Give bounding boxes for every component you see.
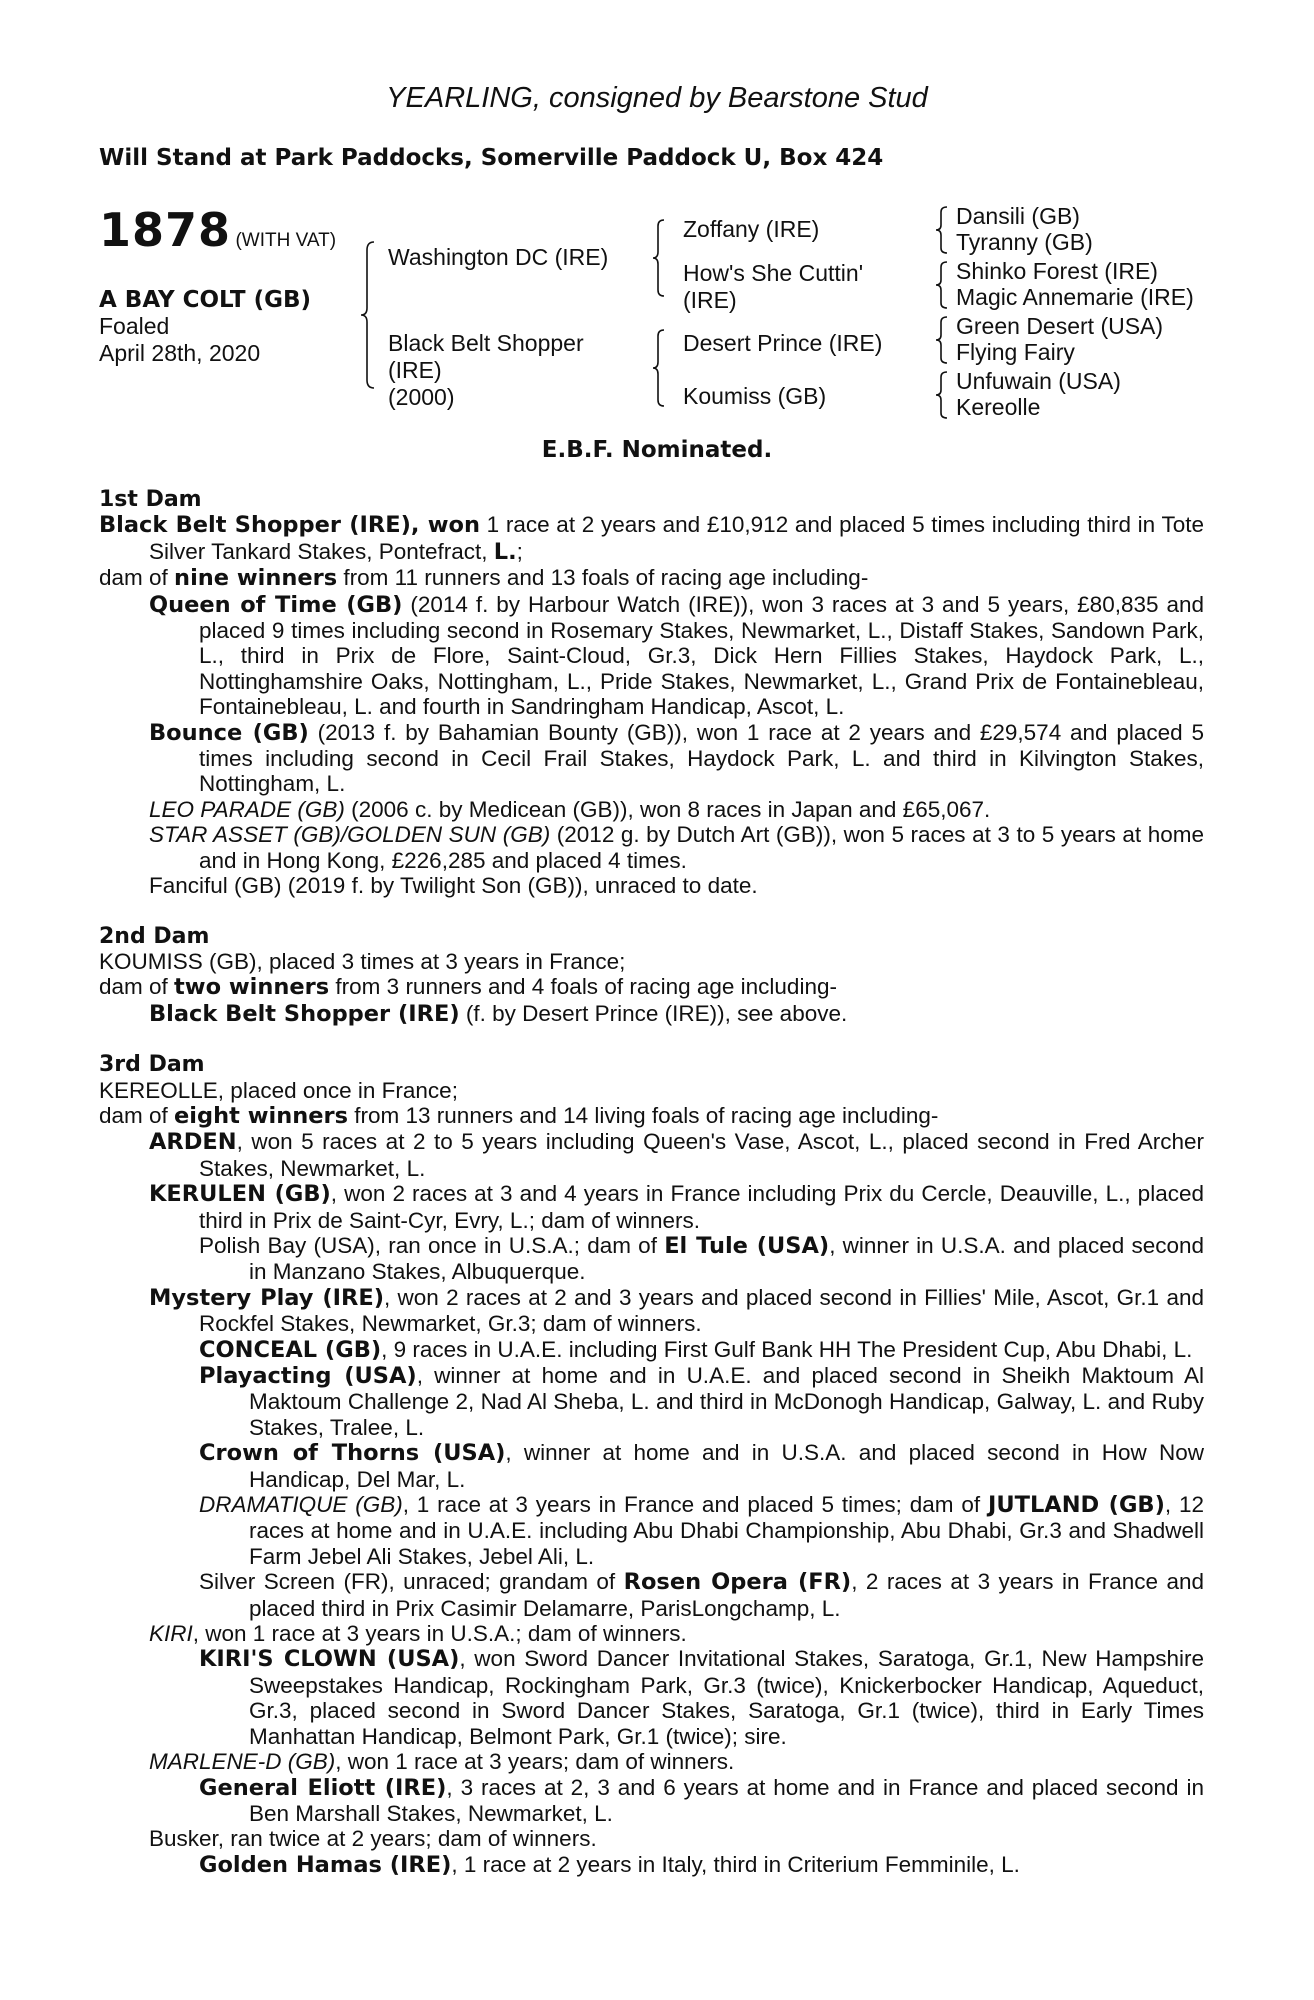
- pedigree-brace-sd: [935, 260, 949, 310]
- produce-fanciful: Fanciful (GB) (2019 f. by Twilight Son (GB)), unraced to date.: [149, 873, 758, 899]
- produce-jutland-name: JUTLAND (GB): [987, 1492, 1165, 1519]
- produce-queen-of-time-name: Queen of Time (GB): [149, 591, 403, 618]
- produce-marlene-d: MARLENE-D (GB), won 1 race at 3 years; dam of winners.: [149, 1749, 735, 1775]
- lot-number-block: [99, 203, 336, 257]
- pedigree-dam-dam: Koumiss (GB): [683, 383, 827, 409]
- produce-bounce-text: (2013 f. by Bahamian Bounty (GB)), won 1 race at 2 years and £29,574 and placed 5 times including second in Cecil Frail Stakes, Haydock Park, L. and third in Kilvington Stakes, Nottingham, L.: [199, 719, 1204, 797]
- produce-general-eliott-name: General Eliott (IRE): [199, 1774, 447, 1801]
- pedigree-dds: Unfuwain (USA): [956, 368, 1121, 394]
- foaled-label: Foaled: [99, 313, 170, 339]
- produce-star-asset-name: STAR ASSET (GB)/GOLDEN SUN (GB): [149, 822, 551, 848]
- produce-crown-of-thorns: Crown of Thorns (USA), winner at home and in U.S.A. and placed second in How Now Handicap, Del Mar, L.: [199, 1440, 1204, 1492]
- pedigree-sdd: Magic Annemarie (IRE): [956, 284, 1194, 310]
- produce-queen-of-time: [99, 592, 1204, 720]
- first-dam-won: won: [427, 512, 480, 539]
- pedigree-dam-line3: (2000): [388, 384, 455, 410]
- produce-kiris-clown: KIRI'S CLOWN (USA), won Sword Dancer Invitational Stakes, Saratoga, Gr.1, New Hampshire Sweepstakes Handicap, Rockingham Park, Gr.3 (twice), Knickerbocker Handicap, Aqueduct, Gr.3, placed second in Sword Dancer Stakes, Saratoga, Gr.1 (twice), third in Early Times Manhattan Handicap, Belmont Park, Gr.1 (twice); sire.: [199, 1646, 1204, 1749]
- produce-kerulen-name: KERULEN (GB): [149, 1181, 331, 1208]
- produce-queen-of-time-text: (2014 f. by Harbour Watch (IRE)), won 3 races at 3 and 5 years, £80,835 and placed 9 times including second in Rosemary Stakes, Newmarket, L., Distaff Stakes, Sandown Park, L., third in Prix de Flore, Saint-Cloud, Gr.3, Dick Hern Fillies Stakes, Haydock Park, L., Nottinghamshire Oaks, Nottingham, L., Pride Stakes, Newmarket, L., Grand Prix de Fontainebleau, Fontainebleau, L. and fourth in Sandringham Handicap, Ascot, L.: [199, 591, 1204, 720]
- produce-silver-screen: Silver Screen (FR), unraced; grandam of Rosen Opera (FR), 2 races at 3 years in France and placed third in Prix Casimir Delamarre, ParisLongchamp, L.: [199, 1569, 1204, 1621]
- first-dam-listed: L.: [493, 538, 517, 565]
- second-dam-produce-summary: dam of two winners from 3 runners and 4 foals of racing age including-: [99, 974, 837, 1001]
- produce-playacting-name: Playacting (USA): [199, 1363, 417, 1389]
- lot-vat: (WITH VAT): [235, 230, 337, 251]
- produce-conceal-name: CONCEAL (GB): [199, 1336, 382, 1363]
- produce-bounce-name: Bounce (GB): [149, 719, 309, 746]
- produce-leo-parade-name: LEO PARADE (GB): [149, 796, 345, 822]
- pedigree-dss: Green Desert (USA): [956, 313, 1164, 339]
- produce-golden-hamas: Golden Hamas (IRE), 1 race at 2 years in Italy, third in Criterium Femminile, L.: [199, 1851, 1020, 1878]
- produce-bounce: [99, 720, 1204, 797]
- second-dam-winners-count: two winners: [174, 974, 330, 1001]
- produce-kiri-name: KIRI: [149, 1621, 193, 1647]
- pedigree-dam-line2: (IRE): [388, 357, 442, 383]
- produce-crown-of-thorns-name: Crown of Thorns (USA): [199, 1440, 506, 1467]
- produce-black-belt-shopper-name: Black Belt Shopper (IRE): [149, 1000, 460, 1027]
- third-dam-record: KEREOLLE, placed once in France;: [99, 1077, 458, 1103]
- produce-star-asset-text: (2012 g. by Dutch Art (GB)), won 5 races at 3 to 5 years at home and in Hong Kong, £226,285 and placed 4 times.: [199, 822, 1204, 873]
- produce-leo-parade-text: (2006 c. by Medicean (GB)), won 8 races in Japan and £65,067.: [344, 796, 991, 822]
- third-dam-produce-summary: dam of eight winners from 13 runners and 14 living foals of racing age including-: [99, 1102, 939, 1129]
- pedigree-brace-main: [360, 240, 376, 390]
- pedigree-brace-dd: [935, 370, 949, 420]
- produce-dramatique-name: DRAMATIQUE (GB): [199, 1492, 403, 1518]
- second-dam-heading: 2nd Dam: [99, 923, 210, 949]
- produce-playacting: Playacting (USA), winner at home and in U.A.E. and placed second in Sheikh Maktoum Al Maktoum Challenge 2, Nad Al Sheba, L. and third in McDonogh Handicap, Galway, L. and Ruby Stakes, Tralee, L.: [199, 1363, 1204, 1440]
- first-dam-winners-count: nine winners: [174, 565, 338, 592]
- produce-dramatique: DRAMATIQUE (GB), 1 race at 3 years in France and placed 5 times; dam of JUTLAND (GB), 12 races at home and in U.A.E. including Abu Dhabi Championship, Abu Dhabi, Gr.3 and Shadwell Farm Jebel Ali Stakes, Jebel Ali, L.: [199, 1492, 1204, 1569]
- pedigree-sire-dam-line1: How's She Cuttin': [683, 260, 864, 286]
- first-dam-produce-summary: dam of nine winners from 11 runners and 13 foals of racing age including-: [99, 565, 869, 592]
- pedigree-sire-dam-line2: (IRE): [683, 287, 737, 313]
- produce-polish-bay: Polish Bay (USA), ran once in U.S.A.; dam of El Tule (USA), winner in U.S.A. and placed second in Manzano Stakes, Albuquerque.: [199, 1232, 1204, 1285]
- produce-golden-hamas-name: Golden Hamas (IRE): [199, 1851, 452, 1878]
- pedigree-sds: Shinko Forest (IRE): [956, 258, 1158, 284]
- third-dam-heading: 3rd Dam: [99, 1052, 205, 1078]
- stand-location: Will Stand at Park Paddocks, Somerville Paddock U, Box 424: [99, 145, 884, 171]
- pedigree-dam-line1: Black Belt Shopper: [388, 330, 584, 356]
- pedigree-ssd: Tyranny (GB): [956, 229, 1093, 255]
- produce-black-belt-shopper: Black Belt Shopper (IRE) (f. by Desert Prince (IRE)), see above.: [149, 1000, 848, 1027]
- foaled-date: April 28th, 2020: [99, 340, 261, 366]
- produce-arden-name: ARDEN: [149, 1129, 237, 1156]
- produce-kerulen: KERULEN (GB), won 2 races at 3 and 4 years in France including Prix du Cercle, Deauville, L., placed third in Prix de Saint-Cyr, Evry, L.; dam of winners.: [149, 1181, 1204, 1233]
- first-dam-record: Black Belt Shopper (IRE), won 1 race at 2 years and £10,912 and placed 5 times including third in Tote Silver Tankard Stakes, Pontefract, L.;: [99, 512, 1204, 565]
- pedigree-dsd: Flying Fairy: [956, 339, 1075, 365]
- produce-leo-parade: [99, 797, 1204, 822]
- foaled-info: [99, 313, 260, 367]
- pedigree-sire: Washington DC (IRE): [388, 244, 609, 270]
- first-dam-name: Black Belt Shopper (IRE): [99, 512, 411, 539]
- produce-busker: Busker, ran twice at 2 years; dam of winners.: [149, 1826, 597, 1852]
- pedigree-brace-sire: [652, 218, 666, 298]
- pedigree-ddd: Kereolle: [956, 394, 1041, 420]
- second-dam-record: KOUMISS (GB), placed 3 times at 3 years in France;: [99, 948, 626, 974]
- pedigree-brace-ds: [935, 315, 949, 365]
- pedigree-dam: [388, 330, 584, 411]
- produce-conceal: CONCEAL (GB), 9 races in U.A.E. including First Gulf Bank HH The President Cup, Abu Dhabi, L.: [199, 1336, 1193, 1363]
- produce-marlene-d-name: MARLENE-D (GB): [149, 1749, 336, 1775]
- produce-arden: ARDEN, won 5 races at 2 to 5 years including Queen's Vase, Ascot, L., placed second in Fred Archer Stakes, Newmarket, L.: [149, 1129, 1204, 1181]
- produce-rosen-opera-name: Rosen Opera (FR): [623, 1569, 852, 1596]
- pedigree-sss: Dansili (GB): [956, 203, 1080, 229]
- produce-mystery-play-name: Mystery Play (IRE): [149, 1284, 384, 1311]
- lot-number: 1878: [99, 203, 232, 257]
- produce-kiri: KIRI, won 1 race at 3 years in U.S.A.; dam of winners.: [149, 1621, 687, 1647]
- catalogue-body: [99, 487, 1204, 1878]
- produce-kiris-clown-name: KIRI'S CLOWN (USA): [199, 1646, 460, 1673]
- first-dam-record-text: 1 race at 2 years and £10,912 and placed 5 times including third in Tote Silver Tankard Stakes, Pontefract,: [149, 512, 1204, 564]
- pedigree-brace-dam: [652, 328, 666, 408]
- pedigree-sire-dam: [683, 260, 863, 314]
- first-dam-heading: 1st Dam: [99, 487, 202, 512]
- produce-mystery-play: Mystery Play (IRE), won 2 races at 2 and 3 years and placed second in Fillies' Mile, Ascot, Gr.1 and Rockfel Stakes, Newmarket, Gr.3; dam of winners.: [149, 1284, 1204, 1337]
- pedigree-dam-sire: Desert Prince (IRE): [683, 330, 883, 356]
- pedigree-brace-ss: [935, 205, 949, 255]
- ebf-nominated: E.B.F. Nominated.: [541, 437, 773, 463]
- produce-star-asset: [99, 822, 1204, 873]
- produce-general-eliott: General Eliott (IRE), 3 races at 2, 3 and 6 years at home and in France and placed second in Ben Marshall Stakes, Newmarket, L.: [199, 1774, 1204, 1826]
- third-dam-winners-count: eight winners: [174, 1102, 349, 1129]
- horse-description: A BAY COLT (GB): [99, 287, 312, 313]
- produce-el-tule-name: El Tule (USA): [664, 1232, 830, 1259]
- pedigree-sire-sire: Zoffany (IRE): [683, 216, 820, 242]
- consignor-line: YEARLING, consigned by Bearstone Stud: [386, 82, 928, 114]
